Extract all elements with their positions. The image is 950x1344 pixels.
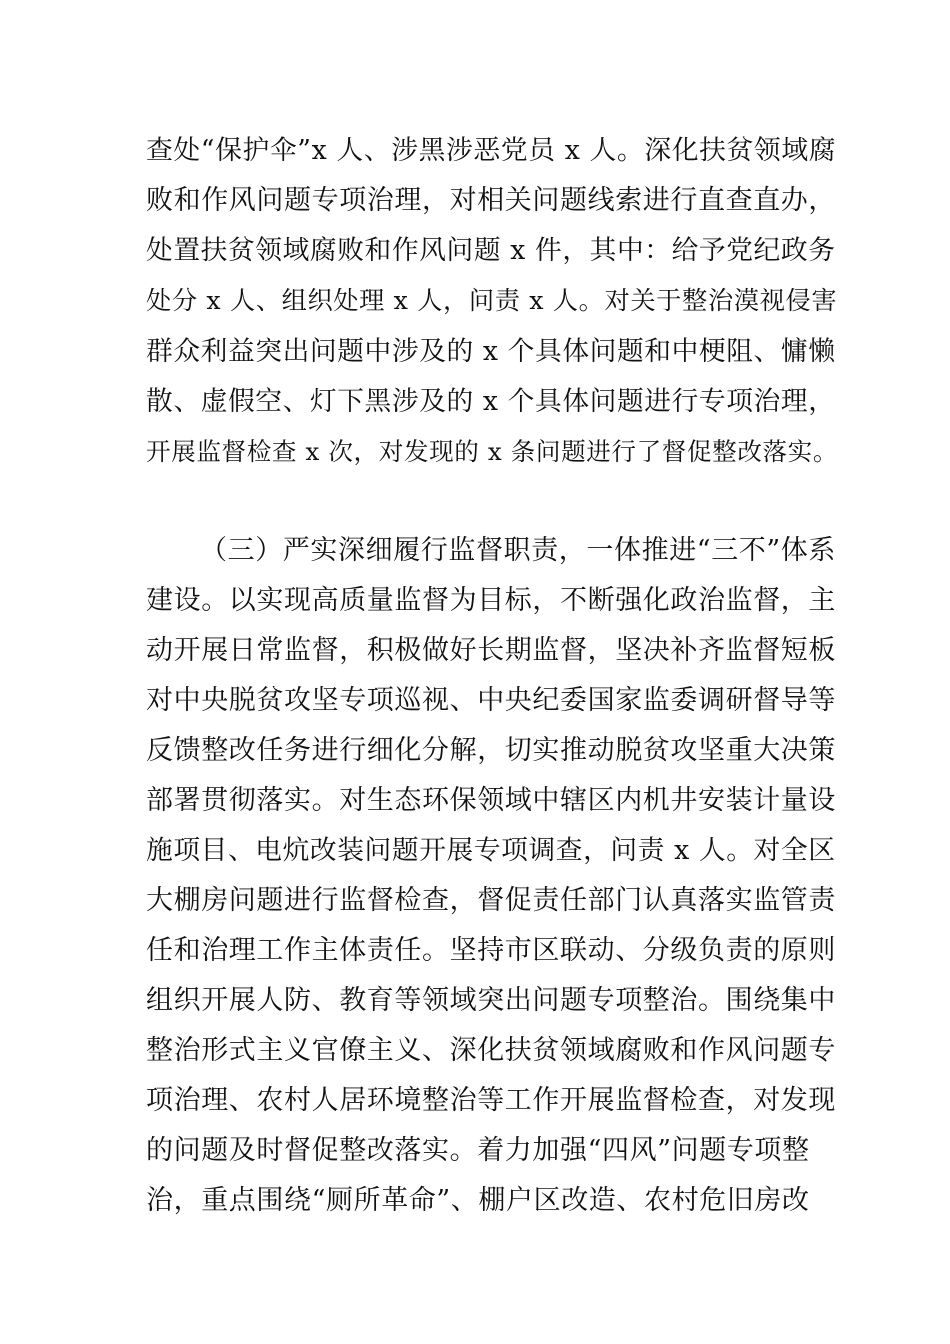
section-heading-line: （三）严实深细履行监督职责，一体推进“三不”体系 xyxy=(200,535,837,566)
text-line: 处分 x 人、组织处理 x 人，问责 x 人。对关于整治漠视侵害 xyxy=(146,286,838,315)
text-line: 整治形式主义官僚主义、深化扶贫领域腐败和作风问题专 xyxy=(146,1035,836,1066)
text-line: 施项目、电炕改装问题开展专项调查，问责 x 人。对全区 xyxy=(146,835,836,866)
text-line: 治，重点围绕“厕所革命”、棚户区改造、农村危旧房改 xyxy=(146,1185,810,1216)
text-line: 处置扶贫领域腐败和作风问题 x 件，其中：给予党纪政务 xyxy=(146,235,836,266)
text-line: 对中央脱贫攻坚专项巡视、中央纪委国家监委调研督导等 xyxy=(146,685,836,716)
text-line: 任和治理工作主体责任。坚持市区联动、分级负责的原则 xyxy=(146,935,836,966)
text-line: 组织开展人防、教育等领域突出问题专项整治。围绕集中 xyxy=(146,985,836,1016)
text-line: 查处“保护伞”x 人、涉黑涉恶党员 x 人。深化扶贫领域腐 xyxy=(146,135,837,166)
text-line: 的问题及时督促整改落实。着力加强“四风”问题专项整 xyxy=(146,1135,810,1166)
text-line: 建设。以实现高质量监督为目标，不断强化政治监督，主 xyxy=(146,585,836,616)
text-line: 群众利益突出问题中涉及的 x 个具体问题和中梗阻、慵懒 xyxy=(146,336,836,367)
text-line: 动开展日常监督，积极做好长期监督，坚决补齐监督短板 xyxy=(146,635,836,666)
text-line: 败和作风问题专项治理，对相关问题线索进行直查直办， xyxy=(146,185,836,216)
text-line: 部署贯彻落实。对生态环保领域中辖区内机井安装计量设 xyxy=(146,785,836,816)
text-line: 项治理、农村人居环境整治等工作开展监督检查，对发现 xyxy=(146,1085,836,1116)
text-line: 开展监督检查 x 次，对发现的 x 条问题进行了督促整改落实。 xyxy=(146,437,839,466)
text-line: 反馈整改任务进行细化分解，切实推动脱贫攻坚重大决策 xyxy=(146,735,836,766)
text-line: 散、虚假空、灯下黑涉及的 x 个具体问题进行专项治理， xyxy=(146,386,836,417)
text-line: 大棚房问题进行监督检查，督促责任部门认真落实监管责 xyxy=(146,885,836,916)
